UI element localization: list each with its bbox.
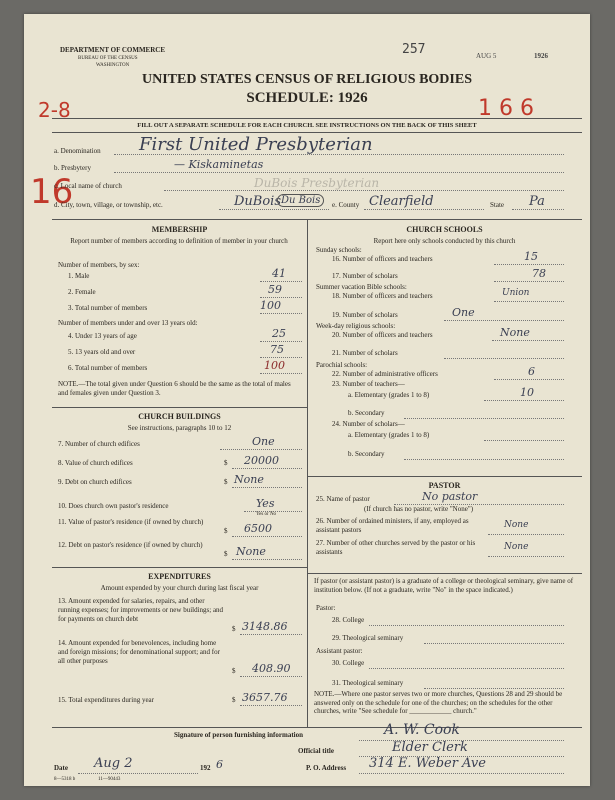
schools-heading: CHURCH SCHOOLS — [406, 225, 483, 234]
local-name-value: DuBois Presbyterian — [254, 176, 380, 190]
yes-no-hint: Yes or No — [256, 512, 277, 517]
q14-value: 408.90 — [252, 662, 291, 675]
q27-label: 27. Number of other churches served by the pastor or his assistants — [316, 539, 476, 556]
address-value: 314 E. Weber Ave — [369, 756, 486, 771]
schedule-title: SCHEDULE: 1926 — [246, 90, 368, 106]
county-label: e. County — [332, 201, 360, 209]
q24a-label: a. Elementary (grades 1 to 8) — [348, 431, 430, 439]
q2-label: 2. Female — [68, 288, 96, 296]
q20-label: 20. Number of officers and teachers — [332, 331, 433, 339]
q8-label: 8. Value of church edifices — [58, 459, 133, 467]
q16-value: 15 — [524, 250, 538, 263]
denomination-value: First United Presbyterian — [139, 134, 373, 155]
local-name-label: c. Local name of church — [54, 182, 122, 190]
q24-label: 24. Number of scholars— — [332, 420, 405, 428]
q26-value: None — [504, 520, 529, 530]
q12-label: 12. Debt on pastor's residence (if owned by church) — [58, 541, 203, 549]
instruction-line: FILL OUT A SEPARATE SCHEDULE FOR EACH CHURCH. SEE INSTRUCTIONS ON THE BACK OF THIS SHEET — [137, 122, 477, 129]
q5-label: 5. 13 years old and over — [68, 348, 136, 356]
q5-value: 75 — [270, 343, 284, 356]
q2-value: 59 — [268, 283, 282, 296]
pastor-heading: PASTOR — [428, 481, 461, 490]
address-label: P. O. Address — [306, 764, 347, 772]
membership-heading: MEMBERSHIP — [151, 225, 208, 234]
official-title-value: Elder Clerk — [392, 740, 468, 755]
graduate-instruction: If pastor (or assistant pastor) is a graduate of a college or theological seminary, give name of institution below. (If not a graduate, write "No" in the space indicated.) — [314, 577, 574, 594]
denomination-label: a. Denomination — [54, 147, 101, 155]
stamp-number: 257 — [402, 42, 426, 57]
q23b-label: b. Secondary — [348, 409, 385, 417]
q13-label: 13. Amount expended for salaries, repairs, and other running expenses; for improvements or new buildings; and for payments on church debt — [58, 597, 224, 623]
pastor-label: Pastor: — [316, 604, 336, 612]
q25-note: (If church has no pastor, write "None") — [364, 505, 474, 513]
schools-parochial: Parochial schools: — [316, 361, 368, 369]
form-title: UNITED STATES CENSUS OF RELIGIOUS BODIES — [141, 72, 472, 87]
city-label: d. City, town, village, or township, etc. — [54, 201, 163, 209]
q25-value: No pastor — [422, 490, 478, 503]
state-label: State — [490, 201, 504, 209]
presbytery-label: b. Presbytery — [54, 164, 91, 172]
q24b-label: b. Secondary — [348, 450, 385, 458]
q7-value: One — [252, 435, 275, 448]
form-code-2: 11—90443 — [98, 777, 121, 782]
q10-value: Yes — [256, 497, 275, 510]
state-value: Pa — [529, 194, 545, 209]
city-stamp: Du Bois — [277, 194, 324, 207]
date-value: Aug 2 — [94, 756, 133, 771]
q3-value: 100 — [260, 299, 281, 312]
q20-value: None — [500, 326, 530, 339]
q13-value: 3148.86 — [242, 620, 288, 633]
presbytery-value: — Kiskaminetas — [174, 158, 264, 171]
q4-value: 25 — [272, 327, 286, 340]
q23a-value: 10 — [520, 386, 534, 399]
q19-value: One — [452, 306, 475, 319]
q1-label: 1. Male — [68, 272, 90, 280]
q16-label: 16. Number of officers and teachers — [332, 255, 433, 263]
q21-label: 21. Number of scholars — [332, 349, 398, 357]
q22-value: 6 — [528, 365, 535, 378]
q27-value: None — [504, 542, 529, 552]
buildings-see: See instructions, paragraphs 10 to 12 — [127, 424, 232, 432]
q23a-label: a. Elementary (grades 1 to 8) — [348, 391, 430, 399]
q15-value: 3657.76 — [242, 691, 288, 704]
membership-note: NOTE.—The total given under Question 6 should be the same as the total of males and females given under Question 3. — [58, 380, 291, 397]
q18-value: Union — [502, 288, 530, 298]
q7-label: 7. Number of church edifices — [58, 440, 140, 448]
membership-age: Number of members under and over 13 years old: — [58, 319, 198, 327]
q22-label: 22. Number of administrative officers — [332, 370, 438, 378]
q11-label: 11. Value of pastor's residence (if owned by church) — [58, 518, 204, 526]
q11-value: 6500 — [244, 522, 272, 535]
date-year-digit: 6 — [216, 758, 223, 771]
signature-value: A. W. Cook — [384, 722, 460, 738]
q28-label: 28. College — [332, 616, 365, 624]
buildings-heading: CHURCH BUILDINGS — [138, 412, 221, 421]
q19-label: 19. Number of scholars — [332, 311, 398, 319]
q25-label: 25. Name of pastor — [316, 495, 370, 503]
q1-value: 41 — [272, 267, 286, 280]
q3-label: 3. Total number of members — [68, 304, 148, 312]
q17-label: 17. Number of scholars — [332, 272, 398, 280]
q9-label: 9. Debt on church edifices — [58, 478, 132, 486]
schools-intro: Report here only schools conducted by this church — [373, 237, 516, 245]
schools-sunday: Sunday schools: — [316, 246, 362, 254]
q18-label: 18. Number of officers and teachers — [332, 292, 433, 300]
membership-intro: Report number of members according to definition of member in your church — [70, 237, 288, 245]
official-title-label: Official title — [298, 747, 334, 755]
expenditures-intro: Amount expended by your church during last fiscal year — [100, 584, 259, 592]
membership-bysex: Number of members, by sex: — [58, 261, 140, 269]
q4-label: 4. Under 13 years of age — [68, 332, 137, 340]
schools-weekday: Week-day religious schools: — [316, 322, 396, 330]
form-code: 8—5318 b — [54, 777, 76, 782]
q17-value: 78 — [532, 267, 546, 280]
pastor-note: NOTE.—Where one pastor serves two or more churches, Questions 28 and 29 should be answered only on the schedule for one of the churches; on the schedules for the other churches, write "See schedule for ____________ church." — [314, 690, 563, 715]
q12-value: None — [236, 545, 266, 558]
q26-label: 26. Number of ordained ministers, if any, employed as assistant pastors — [316, 517, 469, 534]
q23-label: 23. Number of teachers— — [332, 380, 405, 388]
signature-label: Signature of person furnishing information — [174, 731, 303, 739]
q29-label: 29. Theological seminary — [332, 634, 404, 642]
q6-value: 100 — [264, 359, 285, 372]
census-schedule-page: DEPARTMENT OF COMMERCE BUREAU OF THE CENSUS WASHINGTON 257 AUG 5 1926 UNITED STATES CENSUS OF RELIGIOUS BODIES SCHEDULE: 1926 2-8 1 6 6 FILL OUT A SEPARATE SCHEDULE FOR EACH CHURCH. SEE INSTRUCTIONS ON THE BACK OF THIS SHEET 16 a. Denomination First United Presbyterian b. Presbytery — Kiskaminetas c. Local name of church DuBois Presbyterian d. City, town, village, or township, etc. DuBois Du Bois e. County Clearfield State Pa MEMBERSHIP Report number of members according to definition of member in your church Number of members, by sex: 1. Male 41 2. Female 59 3. Total number of members 100 Number of members under and over 13 years old: 4. Under 13 years of age 25 5. 13 years old and over 75 6. Total number of members 100 NOTE.—The total given under Question 6 should be the same as the total of males and females given under Question 3. CHURCH BUILDINGS See instructions, paragraphs 10 to 12 7. Number of church edifices One 8. Value of church edifices $ 20000 9. Debt on church edifices $ None 10. Does church own pastor's residence Yes Yes or No 11. Value of pastor's residence (if owned by church) $ 6500 12. Debt on pastor's residence (if owned by church) $ None EXPENDITURES Amount expended by your church during last fiscal year 13. Amount expended for salaries, repairs, and other running expenses; for improvements or new buildings; and for payments on church debt $ 3148.86 14. Amount expended for benevolences, including home and foreign missions; for denominational support; and for all other purposes $ 408.90 15. Total expenditures during year $ 3657.76 CHURCH SCHOOLS Report here only schools conducted by this church Sunday schools: 16. Number of officers and teachers 15 17. Number of scholars 78 Summer vacation Bible schools: 18. Number of officers and teachers Union 19. Number of scholars One Week-day religious schools: 20. Number of officers and teachers None 21. Number of scholars Parochial schools: 22. Number of administrative officers 6 23. Number of teachers— a. Elementary (grades 1 to 8) 10 b. Secondary 24. Number of scholars— a. Elementary (grades 1 to 8) b. Secondary PASTOR 25. Name of pastor No pastor (If church has no pastor, write "None") 26. Number of ordained ministers, if any, employed as assistant pastors None 27. Number of other churches served by the pastor or his assistants None If pastor (or assistant pastor) is a graduate of a college or theological seminary, give name of institution below. (If not a graduate, write "No" in the space indicated.) Pastor: 28. College 29. Theological seminary Assistant pastor: 30. College 31. Theological seminary NOTE.—Where one pastor serves two or more churches, Questions 28 and 29 should be answered only on the schedule for one of the churches; on the schedules for the other churches, write "See schedule for ____________ church." Signature of person furnishing information A. W. Cook Official title Elder Clerk Date Aug 2 192 6 P. O. Address 314 E. Weber Ave 8—5318 b 11—90443 — [24, 14, 590, 786]
q8-value: 20000 — [244, 454, 279, 467]
red-mark-left: 2-8 — [38, 98, 71, 122]
q6-label: 6. Total number of members — [68, 364, 148, 372]
date-year-prefix: 192 — [200, 764, 211, 772]
q30-label: 30. College — [332, 659, 365, 667]
schools-summer: Summer vacation Bible schools: — [316, 283, 407, 291]
q10-label: 10. Does church own pastor's residence — [58, 502, 169, 510]
city-value: DuBois — [234, 194, 282, 209]
red-mark-right: 1 6 6 — [478, 96, 534, 121]
stamp-date: AUG 5 — [476, 52, 497, 60]
assistant-pastor-label: Assistant pastor: — [316, 647, 363, 655]
date-label: Date — [54, 764, 68, 772]
q31-label: 31. Theological seminary — [332, 679, 404, 687]
q15-label: 15. Total expenditures during year — [58, 696, 154, 704]
red-mark-margin: 16 — [30, 172, 74, 212]
county-value: Clearfield — [369, 194, 434, 209]
city-line: WASHINGTON — [96, 63, 130, 68]
bureau-line: BUREAU OF THE CENSUS — [78, 56, 138, 61]
dept-line: DEPARTMENT OF COMMERCE — [60, 46, 166, 54]
q14-label: 14. Amount expended for benevolences, including home and foreign missions; for denominational support; and for all other purposes — [58, 639, 220, 665]
stamp-year: 1926 — [534, 52, 548, 60]
q9-value: None — [234, 473, 264, 486]
expenditures-heading: EXPENDITURES — [148, 572, 211, 581]
